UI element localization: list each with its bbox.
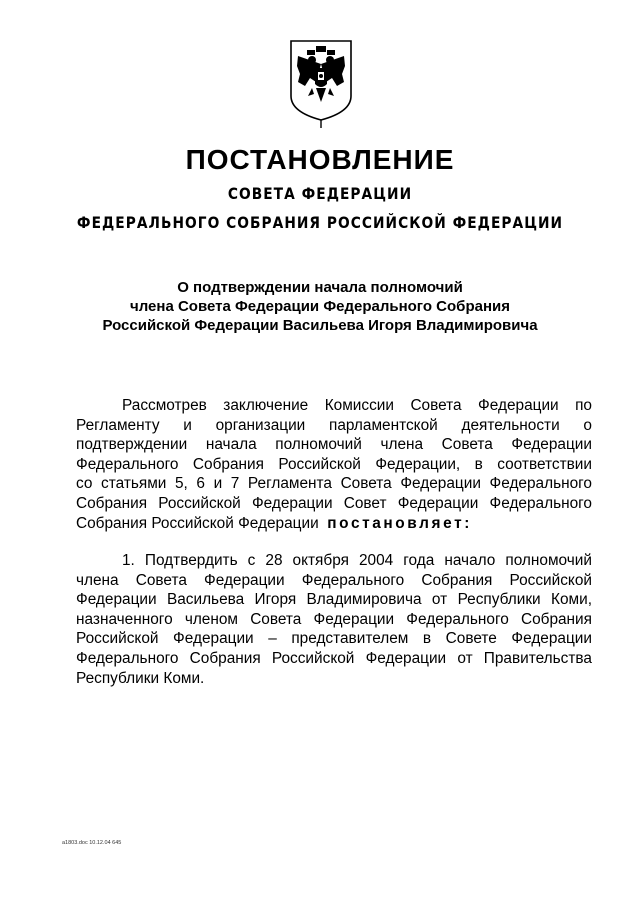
paragraph-line: подтверждении начала полномочий члена Совета Федерации: [76, 436, 592, 454]
preamble-paragraph: [76, 396, 592, 533]
issuer-line-2: ФЕДЕРАЛЬНОГО СОБРАНИЯ РОССИЙСКОЙ ФЕДЕРАЦИИ: [76, 213, 564, 232]
paragraph-line: Регламенту и организации парламентской деятельности о: [76, 416, 592, 434]
title-line: О подтверждении начала полномочий: [177, 279, 463, 296]
resolves-verb: постановляет: [327, 514, 465, 532]
title-line: члена Совета Федерации Федерального Собрания: [130, 298, 510, 315]
paragraph-line: 1. Подтвердить с 28 октября 2004 года начало полномочий: [122, 552, 592, 569]
resolution-title: [0, 278, 640, 335]
paragraph-line: Федерального Собрания Российской Федерации, в соответствии: [76, 455, 592, 473]
title-line: Российской Федерации Васильева Игоря Владимировича: [102, 317, 538, 334]
paragraph-line: члена Совета Федерации Федерального Собрания Российской: [76, 571, 592, 589]
paragraph-line: Собрания Российской Федерации Совет Федерации Федерального: [76, 494, 592, 512]
paragraph-line: со статьями 5, 6 и 7 Регламента Совета Федерации Федерального: [76, 475, 592, 493]
russian-coat-of-arms-icon: [288, 38, 354, 130]
resolution-item-1: [76, 551, 592, 688]
paragraph-line: Российской Федерации – представителем в Совете Федерации: [76, 630, 592, 648]
resolves-colon: :: [464, 514, 472, 532]
paragraph-line: Рассмотрев заключение Комиссии Совета Федерации по: [122, 397, 592, 414]
paragraph-line: назначенного членом Совета Федерации Федерального Собрания: [76, 610, 592, 628]
paragraph-line-last: [76, 514, 592, 534]
file-reference: а1803.doc 10.12.04 645: [62, 840, 122, 846]
paragraph-line: Федерального Собрания Российской Федерации от Правительства: [76, 649, 592, 667]
issuer-line-1: СОВЕТА ФЕДЕРАЦИИ: [227, 184, 413, 203]
paragraph-line: Федерации Васильева Игоря Владимировича от Республики Коми,: [76, 591, 592, 609]
paragraph-line: Республики Коми.: [76, 669, 205, 687]
document-type-heading: ПОСТАНОВЛЕНИЕ: [185, 144, 455, 175]
paragraph-text: Собрания Российской Федерации: [76, 514, 319, 532]
